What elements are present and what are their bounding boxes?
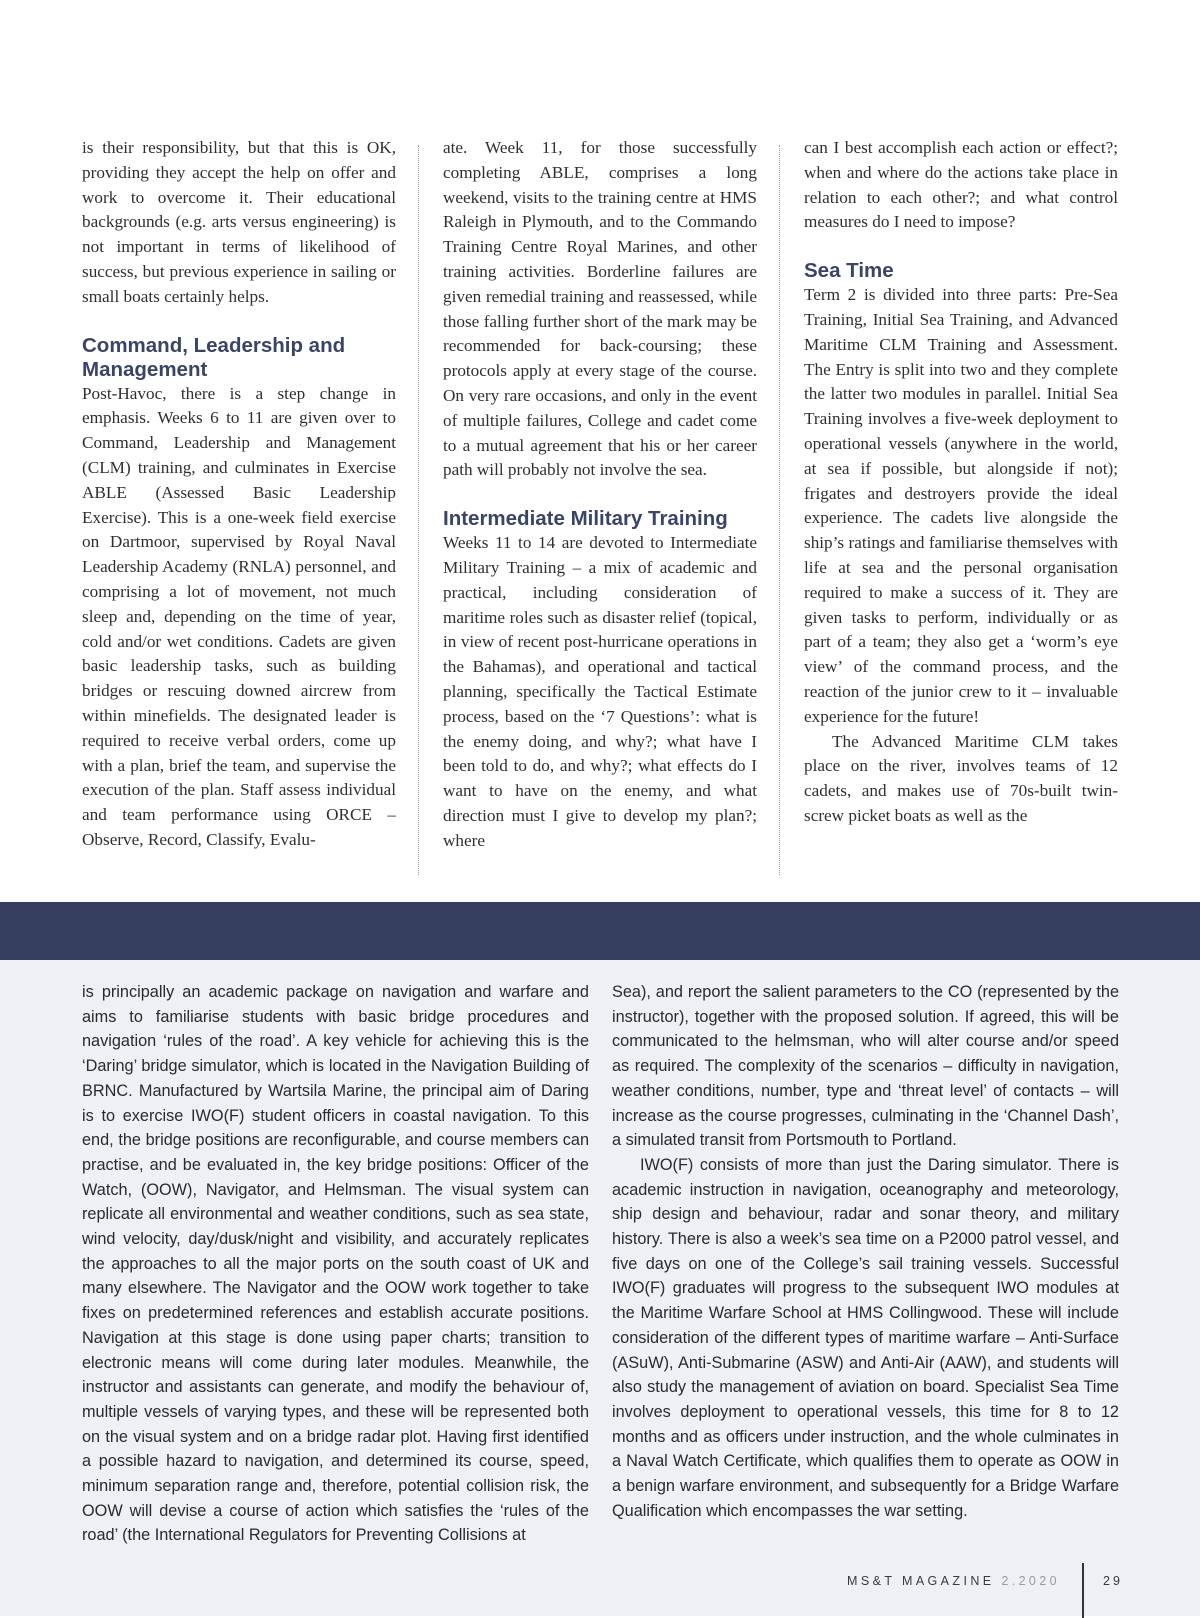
footer-divider xyxy=(1082,1563,1084,1618)
paragraph: Term 2 is divided into three parts: Pre-Sea Training, Initial Sea Training, and Advanced Maritime CLM Training and Assessment. The Entry is split into two and they complete the latter two modules in parallel. Initial Sea Training involves a five-week deployment to operational vessels (anywhere in the world, at sea if possible, but alongside if not); frigates and destroyers provide the ideal experience. The cadets live alongside the ship’s ratings and familiarise themselves with life at sea and the personal organisation required to make a success of it. They are given tasks to perform, individually or as part of a team; they also get a ‘worm’s eye view’ of the command process, and the reaction of the junior crew to it – invaluable experience for the future! xyxy=(804,285,1118,726)
top-column-1 xyxy=(82,136,396,853)
paragraph: Sea), and report the salient parameters to the CO (represented by the instructor), together with the proposed solution. If agreed, this will be communicated to the helmsman, who will alter course and/or speed as required. The complexity of the scenarios – difficulty in navigation, weather conditions, number, type and ‘threat level’ of contacts – will increase as the course progresses, culminating in the ‘Channel Dash’, a simulated transit from Portsmouth to Portland. xyxy=(612,983,1119,1150)
section-band xyxy=(0,902,1200,960)
issue-number: 2.2020 xyxy=(1001,1574,1060,1588)
top-article-columns xyxy=(82,136,1118,881)
sidebar-column-2 xyxy=(612,980,1119,1523)
section-heading: Intermediate Military Training xyxy=(443,507,728,531)
magazine-name xyxy=(847,1574,1060,1588)
sidebar-column-1 xyxy=(82,980,589,1548)
paragraph: IWO(F) consists of more than just the Daring simulator. There is academic instruction in navigation, oceanography and meteorology, ship design and behaviour, radar and sonar theory, and military history. There is also a week’s sea time on a P2000 patrol vessel, and five days on one of the College’s sail training vessels. Successful IWO(F) graduates will progress to the subsequent IWO modules at the Maritime Warfare School at HMS Collingwood. These will include consideration of the different types of maritime warfare – Anti-Surface (ASuW), Anti-Submarine (ASW) and Anti-Air (AAW), and students will also study the management of aviation on board. Specialist Sea Time involves deployment to operational vessels, this time for 8 to 12 months and as officers under instruction, and the whole culminates in a Naval Watch Certificate, which qualifies them to operate as OOW in a benign warfare environment, and subsequently for a Bridge Warfare Qualification which encompasses the war setting. xyxy=(612,1155,1119,1520)
top-column-2 xyxy=(443,136,757,854)
paragraph: The Advanced Maritime CLM takes place on the river, involves teams of 12 cadets, and makes use of 70s-built twin-screw picket boats as well as the xyxy=(804,731,1118,825)
paragraph: is principally an academic package on navigation and warfare and aims to familiarise students with basic bridge procedures and navigation ‘rules of the road’. A key vehicle for achieving this is the ‘Daring’ bridge simulator, which is located in the Navigation Building of BRNC. Manufactured by Wartsila Marine, the principal aim of Daring is to exercise IWO(F) student officers in coastal navigation. To this end, the bridge positions are reconfigurable, and course members can practise, and be evaluated in, the key bridge positions: Officer of the Watch, (OOW), Navigator, and Helmsman. The visual system can replicate all environmental and weather conditions, such as sea state, wind velocity, day/dusk/night and visibility, and accurately replicates the approaches to all the major ports on the south coast of UK and many elsewhere. The Navigator and the OOW work together to take fixes on predetermined references and establish accurate positions. Navigation at this stage is done using paper charts; transition to electronic means will come during later modules. Meanwhile, the instructor and assistants can generate, and modify the behaviour of, multiple vessels of varying types, and these will be represented both on the visual system and on a bridge radar plot. Having first identified a possible hazard to navigation, and determined its course, speed, minimum separation range and, therefore, potential collision risk, the OOW will devise a course of action which satisfies the ‘rules of the road’ (the International Regulators for Preventing Collisions at xyxy=(82,983,589,1545)
column-divider xyxy=(779,145,780,875)
section-heading: Command, Leadership and Management xyxy=(82,333,346,381)
paragraph: Post-Havoc, there is a step change in emphasis. Weeks 6 to 11 are given over to Command, Leadership and Management (CLM) training, and culminates in Exercise ABLE (Assessed Basic Leadership Exercise). This is a one-week field exercise on Dartmoor, supervised by Royal Naval Leadership Academy (RNLA) personnel, and comprising a lot of movement, not much sleep and, depending on the time of year, cold and/or wet conditions. Cadets are given basic leadership tasks, such as building bridges or rescuing downed aircrew from within minefields. The designated leader is required to receive verbal orders, come up with a plan, brief the team, and supervise the execution of the plan. Staff assess individual and team performance using ORCE – Observe, Record, Classify, Evalu- xyxy=(82,383,396,849)
paragraph: Weeks 11 to 14 are devoted to Intermediate Military Training – a mix of academic and practical, including consideration of maritime roles such as disaster relief (topical, in view of recent post-hurricane operations in the Bahamas), and operational and tactical planning, specifically the Tactical Estimate process, based on the ‘7 Questions’: what is the enemy doing, and why?; what have I been told to do, and why?; what effects do I want to have on the enemy, and what direction must I give to develop my plan?; where xyxy=(443,533,757,850)
magazine-title: MS&T MAGAZINE xyxy=(847,1574,995,1588)
section-heading: Sea Time xyxy=(804,259,894,283)
paragraph: can I best accomplish each action or effect?; when and where do the actions take place in relation to each other?; and what control measures do I need to impose? xyxy=(804,138,1118,232)
top-column-3 xyxy=(804,136,1118,829)
page-number: 29 xyxy=(1103,1574,1123,1588)
paragraph: ate. Week 11, for those successfully completing ABLE, comprises a long weekend, visits to the training centre at HMS Raleigh in Plymouth, and to the Commando Training Centre Royal Marines, and other training activities. Borderline failures are given remedial training and reassessed, while those falling further short of the mark may be recommended for back-coursing; these protocols apply at every stage of the course. On very rare occasions, and only in the event of multiple failures, College and cadet come to a mutual agreement that his or her career path will probably not involve the sea. xyxy=(443,138,757,480)
paragraph: is their responsibility, but that this is OK, providing they accept the help on offer and work to overcome it. Their educational backgrounds (e.g. arts versus engineering) is not important in terms of likelihood of success, but previous experience in sailing or small boats certainly helps. xyxy=(82,138,396,306)
page-footer xyxy=(0,1560,1200,1616)
